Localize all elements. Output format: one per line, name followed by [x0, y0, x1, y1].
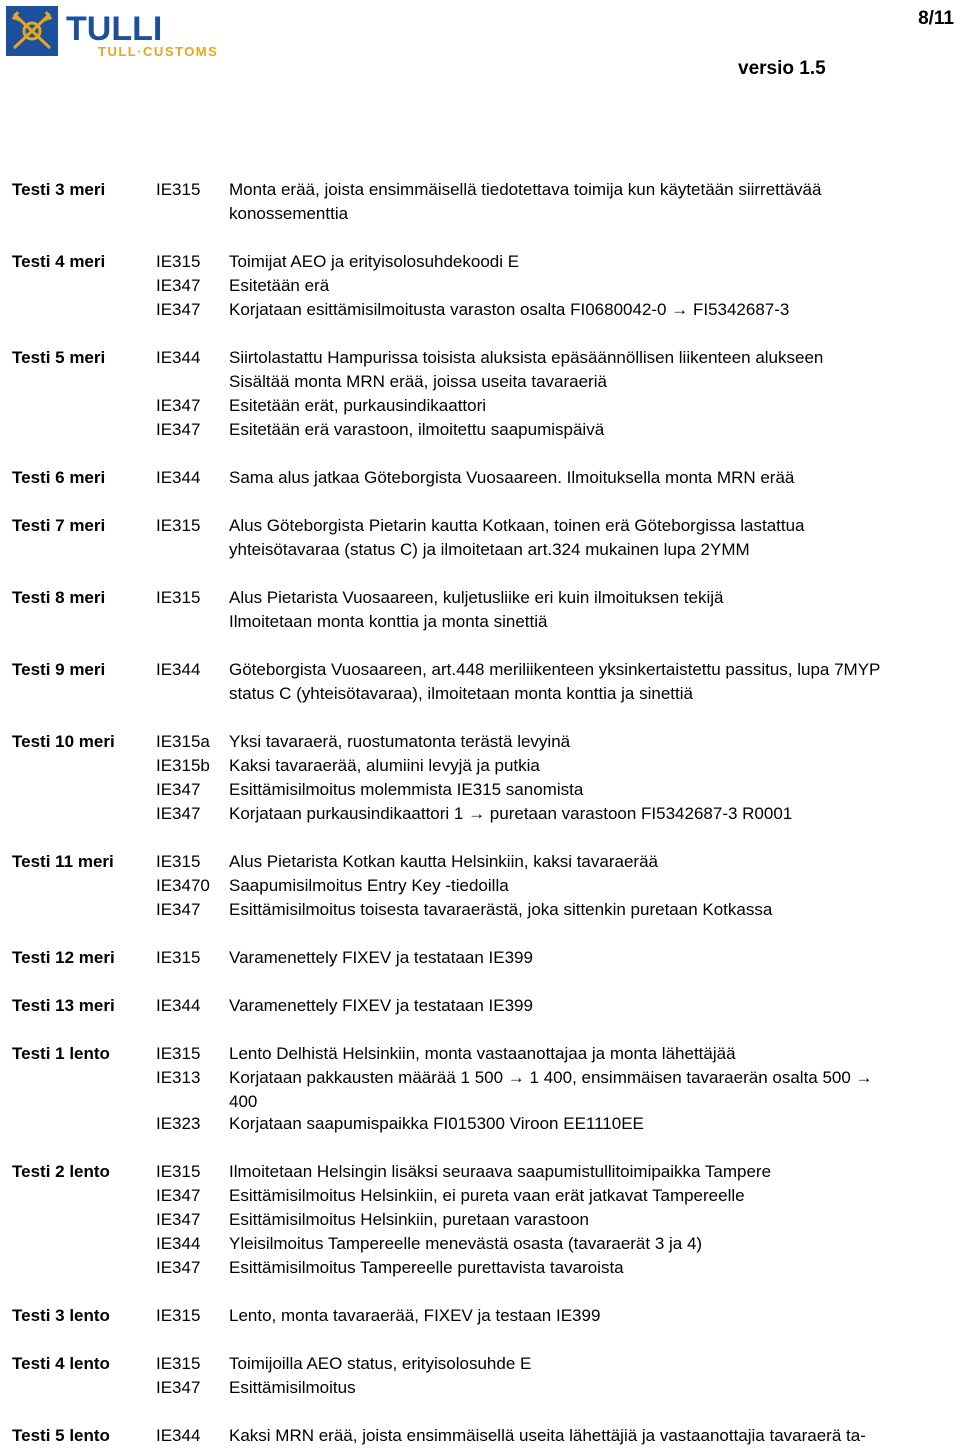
test-line [0, 1184, 960, 1208]
test-description: 400 [229, 1092, 258, 1111]
message-code: IE347 [156, 804, 201, 823]
test-line [0, 1042, 960, 1066]
message-code: IE315 [156, 1306, 201, 1325]
test-description: yhteisötavaraa (status C) ja ilmoitetaan art.324 mukainen lupa 2YMM [229, 540, 750, 559]
test-description: Toimijoilla AEO status, erityisolosuhde E [229, 1354, 532, 1373]
test-name: Testi 9 meri [12, 660, 106, 679]
test-description: Korjataan esittämisilmoitusta varaston osalta FI0680042-0 → FI5342687-3 [229, 300, 790, 319]
test-line [0, 778, 960, 802]
message-code: IE315 [156, 180, 201, 199]
logo-sub-text: TULL·CUSTOMS [98, 44, 219, 58]
test-line [0, 1232, 960, 1256]
message-code: IE315 [156, 516, 201, 535]
test-description: Esittämisilmoitus Tampereelle purettavista tavaroista [229, 1258, 624, 1277]
test-description: Ilmoitetaan monta konttia ja monta sinettiä [229, 612, 548, 631]
test-description: Yksi tavaraerä, ruostumatonta terästä levyinä [229, 732, 571, 751]
test-description: Ilmoitetaan Helsingin lisäksi seuraava saapumistullitoimipaikka Tampere [229, 1162, 772, 1181]
test-description: Esittämisilmoitus Helsinkiin, ei pureta vaan erät jatkavat Tampereelle [229, 1186, 745, 1205]
message-code: IE315b [156, 756, 210, 775]
message-code: IE315 [156, 1044, 201, 1063]
logo-main-text: TULLI [66, 10, 163, 48]
message-code: IE315 [156, 1162, 201, 1181]
test-name: Testi 2 lento [12, 1162, 110, 1181]
test-description: Sama alus jatkaa Göteborgista Vuosaareen. Ilmoituksella monta MRN erää [229, 468, 795, 487]
test-description: Korjataan purkausindikaattori 1 → puretaan varastoon FI5342687-3 R0001 [229, 804, 793, 823]
test-description: Sisältää monta MRN erää, joissa useita tavaraeriä [229, 372, 607, 391]
test-description: Korjataan pakkausten määrää 1 500 → 1 400, ensimmäisen tavaraerän osalta 500 → [229, 1068, 873, 1087]
test-line [0, 1376, 960, 1400]
test-name: Testi 13 meri [12, 996, 115, 1015]
test-line [0, 1304, 960, 1328]
test-line [0, 298, 960, 322]
test-description: Korjataan saapumispaikka FI015300 Viroon EE1110EE [229, 1114, 644, 1133]
test-line [0, 466, 960, 490]
test-line [0, 1066, 960, 1090]
test-line [0, 754, 960, 778]
test-line [0, 1424, 960, 1448]
message-code: IE347 [156, 900, 201, 919]
test-name: Testi 8 meri [12, 588, 106, 607]
test-line [0, 1160, 960, 1184]
test-line [0, 586, 960, 610]
message-code: IE347 [156, 300, 201, 319]
test-description: Alus Göteborgista Pietarin kautta Kotkaan, toinen erä Göteborgissa lastattua [229, 516, 805, 535]
test-name: Testi 5 lento [12, 1426, 110, 1445]
message-code: IE315 [156, 1354, 201, 1373]
test-description: konossementtia [229, 204, 349, 223]
test-name: Testi 12 meri [12, 948, 115, 967]
message-code: IE347 [156, 276, 201, 295]
page-header [0, 0, 960, 80]
test-line [0, 874, 960, 898]
test-line [0, 730, 960, 754]
test-name: Testi 11 meri [12, 852, 114, 871]
test-line [0, 898, 960, 922]
message-code: IE315 [156, 252, 201, 271]
test-description: Esittämisilmoitus Helsinkiin, puretaan varastoon [229, 1210, 589, 1229]
test-description: Esitetään erät, purkausindikaattori [229, 396, 487, 415]
test-description: Göteborgista Vuosaareen, art.448 meriliikenteen yksinkertaistettu passitus, lupa 7MYP [229, 660, 881, 679]
test-description: Esitetään erä varastoon, ilmoitettu saapumispäivä [229, 420, 605, 439]
message-code: IE344 [156, 996, 201, 1015]
message-code: IE347 [156, 396, 201, 415]
test-name: Testi 4 lento [12, 1354, 110, 1373]
page-number: 8/11 [918, 8, 954, 29]
message-code: IE313 [156, 1068, 201, 1087]
test-line [0, 682, 960, 706]
message-code: IE323 [156, 1114, 201, 1133]
message-code: IE344 [156, 468, 201, 487]
message-code: IE347 [156, 1378, 201, 1397]
test-name: Testi 10 meri [12, 732, 115, 751]
test-line [0, 370, 960, 394]
test-name: Testi 7 meri [12, 516, 106, 535]
test-line [0, 1112, 960, 1136]
test-description: Esittämisilmoitus [229, 1378, 356, 1397]
test-description: status C (yhteisötavaraa), ilmoitetaan monta konttia ja sinettiä [229, 684, 693, 703]
test-description: Alus Pietarista Kotkan kautta Helsinkiin, kaksi tavaraerää [229, 852, 658, 871]
test-description: Siirtolastattu Hampurissa toisista aluksista epäsäännöllisen liikenteen alukseen [229, 348, 824, 367]
message-code: IE315 [156, 588, 201, 607]
test-line [0, 1090, 960, 1114]
message-code: IE344 [156, 348, 201, 367]
test-description: Alus Pietarista Vuosaareen, kuljetusliike eri kuin ilmoituksen tekijä [229, 588, 724, 607]
document-version: versio 1.5 [738, 58, 826, 79]
test-line [0, 346, 960, 370]
test-description: Kaksi tavaraerää, alumiini levyjä ja putkia [229, 756, 540, 775]
test-description: Lento Delhistä Helsinkiin, monta vastaanottajaa ja monta lähettäjää [229, 1044, 736, 1063]
test-line [0, 202, 960, 226]
test-name: Testi 1 lento [12, 1044, 110, 1063]
test-description: Esittämisilmoitus toisesta tavaraerästä, joka sittenkin puretaan Kotkassa [229, 900, 773, 919]
test-line [0, 514, 960, 538]
test-description: Monta erää, joista ensimmäisellä tiedotettava toimija kun käytetään siirrettävää [229, 180, 822, 199]
test-description: Yleisilmoitus Tampereelle menevästä osasta (tavaraerät 3 ja 4) [229, 1234, 703, 1253]
test-name: Testi 5 meri [12, 348, 106, 367]
test-line [0, 610, 960, 634]
test-description: Lento, monta tavaraerää, FIXEV ja testaan IE399 [229, 1306, 601, 1325]
message-code: IE344 [156, 1234, 201, 1253]
test-name: Testi 6 meri [12, 468, 106, 487]
test-line [0, 850, 960, 874]
message-code: IE347 [156, 1258, 201, 1277]
test-name: Testi 4 meri [12, 252, 106, 271]
message-code: IE3470 [156, 876, 210, 895]
test-line [0, 802, 960, 826]
test-description: Saapumisilmoitus Entry Key -tiedoilla [229, 876, 509, 895]
test-description: Varamenettely FIXEV ja testataan IE399 [229, 996, 533, 1015]
test-description: Kaksi MRN erää, joista ensimmäisellä useita lähettäjiä ja vastaanottajia tavaraerä ta- [229, 1426, 866, 1445]
test-line [0, 250, 960, 274]
test-name: Testi 3 meri [12, 180, 106, 199]
test-line [0, 1352, 960, 1376]
message-code: IE344 [156, 1426, 201, 1445]
test-line [0, 994, 960, 1018]
test-description: Esittämisilmoitus molemmista IE315 sanomista [229, 780, 584, 799]
test-line [0, 658, 960, 682]
test-description: Esitetään erä [229, 276, 330, 295]
message-code: IE315 [156, 852, 201, 871]
tulli-logo [6, 6, 246, 58]
test-line [0, 538, 960, 562]
test-line [0, 394, 960, 418]
message-code: IE315 [156, 948, 201, 967]
message-code: IE315a [156, 732, 210, 751]
test-line [0, 1208, 960, 1232]
test-description: Toimijat AEO ja erityisolosuhdekoodi E [229, 252, 520, 271]
test-line [0, 1256, 960, 1280]
test-line [0, 946, 960, 970]
message-code: IE347 [156, 780, 201, 799]
message-code: IE347 [156, 1186, 201, 1205]
message-code: IE344 [156, 660, 201, 679]
test-name: Testi 3 lento [12, 1306, 110, 1325]
test-line [0, 274, 960, 298]
message-code: IE347 [156, 420, 201, 439]
message-code: IE347 [156, 1210, 201, 1229]
test-line [0, 178, 960, 202]
test-line [0, 418, 960, 442]
test-description: Varamenettely FIXEV ja testataan IE399 [229, 948, 533, 967]
